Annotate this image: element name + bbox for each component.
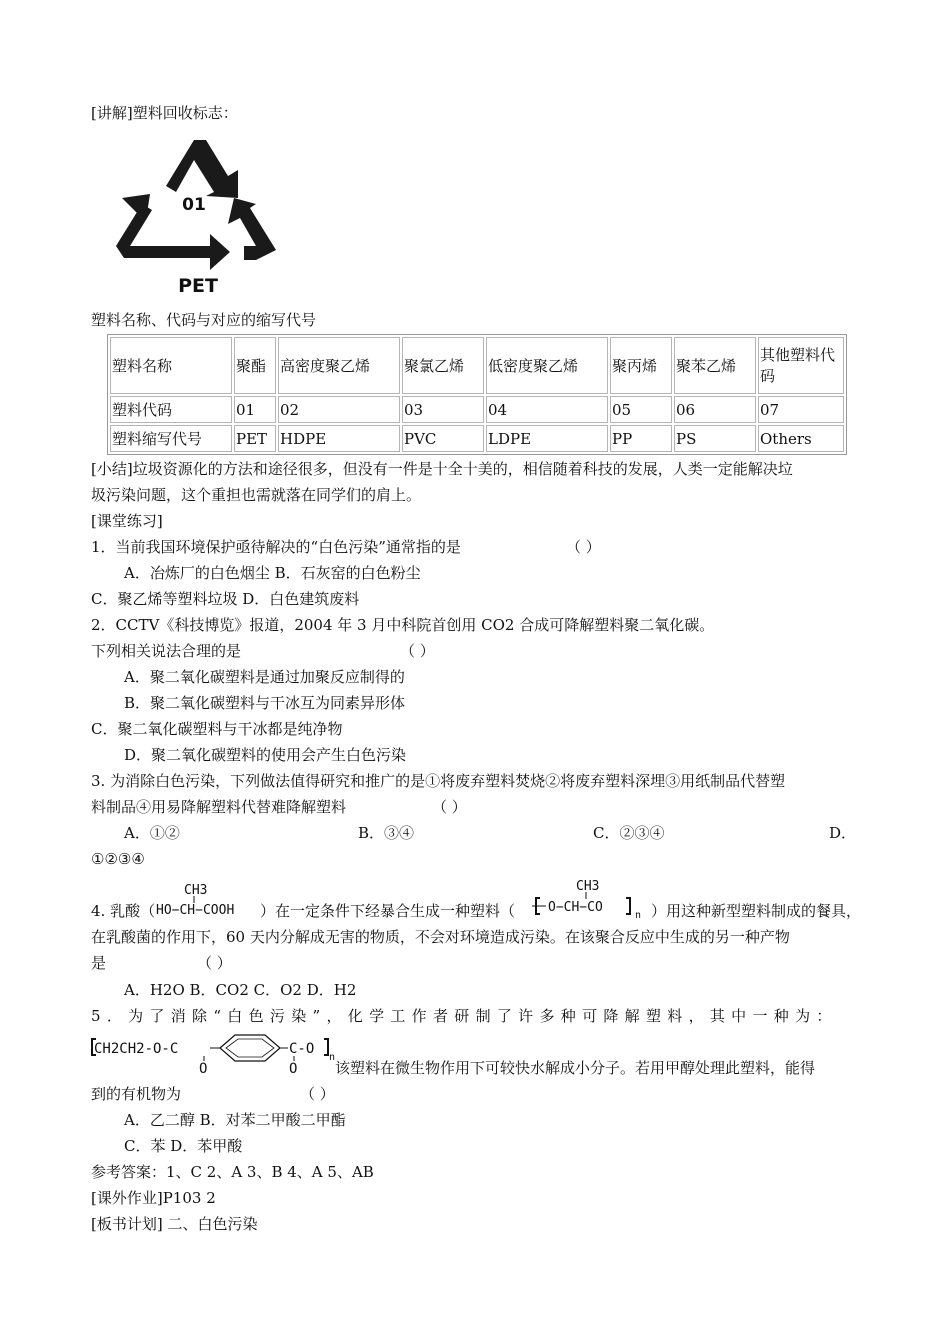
practice-heading: [课堂练习] (91, 512, 163, 530)
question-option: ①②③④ (91, 850, 145, 868)
logo-abbr: PET (178, 275, 218, 296)
question-stem: 5．为了消除“白色污染”，化学工作者研制了许多种可降解塑料，其中一种为： (91, 1007, 838, 1025)
question-stem: 1．当前我国环境保护亟待解决的“白色污染”通常指的是 (91, 538, 461, 556)
question-stem: 3. 为消除白色污染，下列做法值得研究和推广的是①将废弃塑料焚烧②将废弃塑料深埋③用纸制品代替塑 (91, 772, 786, 790)
polyester-n: n (329, 1052, 336, 1063)
polylactic-structure (532, 874, 650, 922)
lactic-chain: HO−CH−COOH (156, 903, 235, 918)
table-cell: 01 (234, 396, 276, 423)
carbonyl-o: O (289, 1061, 298, 1075)
table-cell: HDPE (278, 425, 400, 452)
question-stem: ）用这种新型塑料制成的餐具， (651, 902, 862, 920)
poly-chain: O−CH−CO (548, 900, 603, 915)
question-option: D．聚二氧化碳塑料的使用会产生白色污染 (124, 746, 407, 764)
question-stem: 2．CCTV《科技博览》报道，2004 年 3 月中科院首创用 CO2 合成可降解塑料聚二氧化碳。 (91, 616, 715, 634)
table-cell: Others (758, 425, 844, 452)
logo-code: 01 (182, 195, 206, 215)
table-cell: PS (674, 425, 756, 452)
table-cell: PP (610, 425, 672, 452)
answer-paren: （ ） (400, 642, 435, 660)
question-stem: ）在一定条件下经暴合生成一种塑料（ (260, 902, 516, 920)
table-row (110, 425, 844, 452)
polyester-right: C-O (289, 1041, 315, 1057)
question-options: A．H2O B．CO2 C．O2 D．H2 (124, 981, 357, 999)
carbonyl-o: O (199, 1061, 208, 1075)
question-options: C．聚乙烯等塑料垃圾 D．白色建筑废料 (91, 590, 360, 608)
table-cell: 07 (758, 396, 844, 423)
question-option: A．①② (124, 824, 180, 842)
table-row (110, 337, 844, 394)
table-cell: PVC (402, 425, 484, 452)
table-cell: 塑料缩写代号 (110, 425, 232, 452)
question-stem: 到的有机物为 (91, 1085, 182, 1103)
question-stem: 4. 乳酸（ (91, 902, 156, 920)
summary-line: 圾污染问题，这个重担也需就落在同学们的肩上。 (91, 486, 422, 504)
question-stem: 在乳酸菌的作用下，60 天内分解成无害的物质，不会对环境造成污染。在该聚合反应中生成的另一种产物 (91, 928, 790, 946)
table-cell: 聚酯 (234, 337, 276, 394)
question-option: C．②③④ (593, 824, 665, 842)
table-cell: 其他塑料代码 (758, 337, 844, 394)
answer-paren: （ ） (432, 798, 467, 816)
question-option: D． (829, 824, 857, 842)
question-options: A．冶炼厂的白色烟尘 B．石灰窑的白色粉尘 (124, 564, 421, 582)
question-option: A．聚二氧化碳塑料是通过加聚反应制得的 (124, 668, 405, 686)
answer-paren: （ ） (566, 538, 601, 556)
question-option: B．③④ (358, 824, 415, 842)
table-cell: 聚丙烯 (610, 337, 672, 394)
table-cell: LDPE (486, 425, 608, 452)
table-cell: 高密度聚乙烯 (278, 337, 400, 394)
question-stem: 是 (91, 954, 107, 972)
poly-n: n (635, 910, 642, 921)
table-cell: 02 (278, 396, 400, 423)
lactic-acid-structure (154, 876, 258, 920)
lactic-methyl: CH3 (184, 883, 208, 898)
table-cell: 聚苯乙烯 (674, 337, 756, 394)
table-cell: PET (234, 425, 276, 452)
table-cell: 塑料名称 (110, 337, 232, 394)
table-cell: 低密度聚乙烯 (486, 337, 608, 394)
question-option: B．聚二氧化碳塑料与干冰互为同素异形体 (124, 694, 406, 712)
recycling-logo (106, 134, 282, 296)
board-plan: [板书计划] 二、白色污染 (91, 1215, 258, 1233)
logo-heading: [讲解]塑料回收标志： (91, 104, 238, 122)
question-options: A．乙二醇 B．对苯二甲酸二甲酯 (124, 1111, 346, 1129)
question-option: C．聚二氧化碳塑料与干冰都是纯净物 (91, 720, 343, 738)
table-caption: 塑料名称、代码与对应的缩写代号 (91, 311, 317, 329)
homework: [课外作业]P103 2 (91, 1189, 216, 1207)
question-stem: 料制品④用易降解塑料代替难降解塑料 (91, 798, 347, 816)
table-row (110, 396, 844, 423)
question-stem: 该塑料在微生物作用下可较快水解成小分子。若用甲醇处理此塑料，能得 (335, 1059, 816, 1077)
table-cell: 06 (674, 396, 756, 423)
plastic-code-table (107, 334, 847, 455)
summary-line: [小结]垃圾资源化的方法和途径很多，但没有一件是十全十美的，相信随着科技的发展，人类一定能解决垃 (91, 460, 793, 478)
polyester-left: CH2CH2-O-C (94, 1041, 179, 1057)
table-cell: 04 (486, 396, 608, 423)
polyester-structure (90, 1031, 336, 1075)
answer-key: 参考答案：1、C 2、A 3、B 4、A 5、AB (91, 1163, 374, 1181)
answer-paren: （ ） (300, 1085, 335, 1103)
table-cell: 03 (402, 396, 484, 423)
table-cell: 05 (610, 396, 672, 423)
answer-paren: （ ） (197, 954, 232, 972)
table-cell: 聚氯乙烯 (402, 337, 484, 394)
question-options: C．苯 D．苯甲酸 (124, 1137, 243, 1155)
table-cell: 塑料代码 (110, 396, 232, 423)
poly-methyl: CH3 (576, 879, 600, 894)
question-stem: 下列相关说法合理的是 (91, 642, 242, 660)
